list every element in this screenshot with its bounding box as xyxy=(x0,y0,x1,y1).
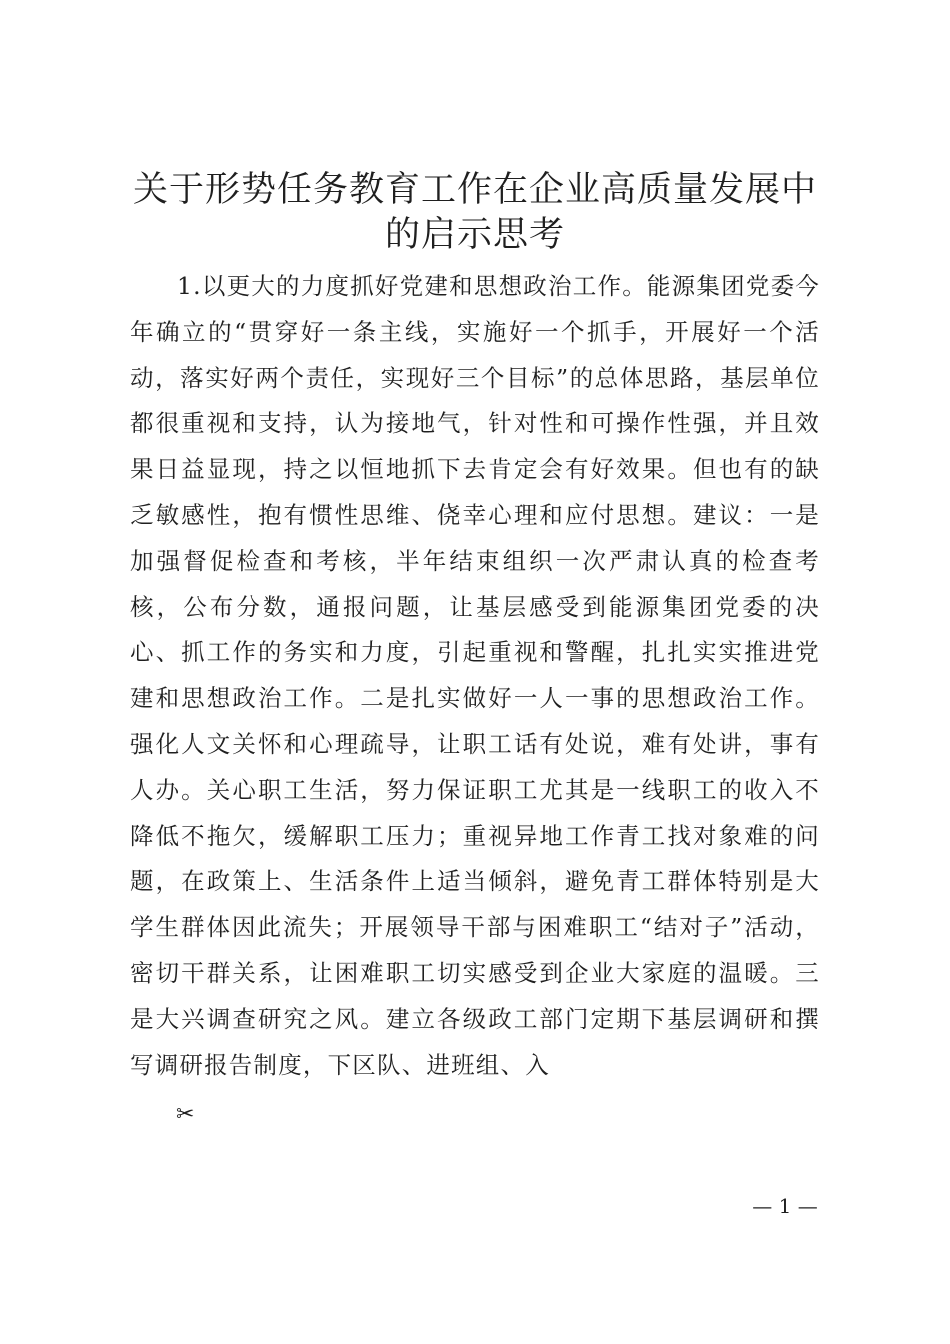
page-number: — 1 — xyxy=(752,1194,818,1218)
document-title: 关于形势任务教育工作在企业高质量发展中的启示思考 xyxy=(132,170,817,255)
body-paragraph: 1.以更大的力度抓好党建和思想政治工作。能源集团党委今年确立的“贯穿好一条主线，实施好一个抓手，开展好一个活动，落实好两个责任，实现好三个目标”的总体思路，基层单位都很重视和支持，认为接地气，针对性和可操作性强，并且效果日益显现，持之以恒地抓下去肯定会有好效果。但也有的缺乏敏感性，抱有惯性思维、侥幸心理和应付思想。建议：一是加强督促检查和考核，半年结束组织一次严肃认真的检查考核，公布分数，通报问题，让基层感受到能源集团党委的决心、抓工作的务实和力度，引起重视和警醒，扎扎实实推进党建和思想政治工作。二是扎实做好一人一事的思想政治工作。强化人文关怀和心理疏导，让职工话有处说，难有处讲，事有人办。关心职工生活，努力保证职工尤其是一线职工的收入不降低不拖欠，缓解职工压力；重视异地工作青工找对象难的问题，在政策上、生活条件上适当倾斜，避免青工群体特别是大学生群体因此流失；开展领导干部与困难职工“结对子”活动，密切干群关系，让困难职工切实感受到企业大家庭的温暖。三是大兴调查研究之风。建立各级政工部门定期下基层调研和撰写调研报告制度，下区队、进班组、入 xyxy=(130,272,820,1079)
scissors-icon: ✂ xyxy=(176,1102,195,1127)
